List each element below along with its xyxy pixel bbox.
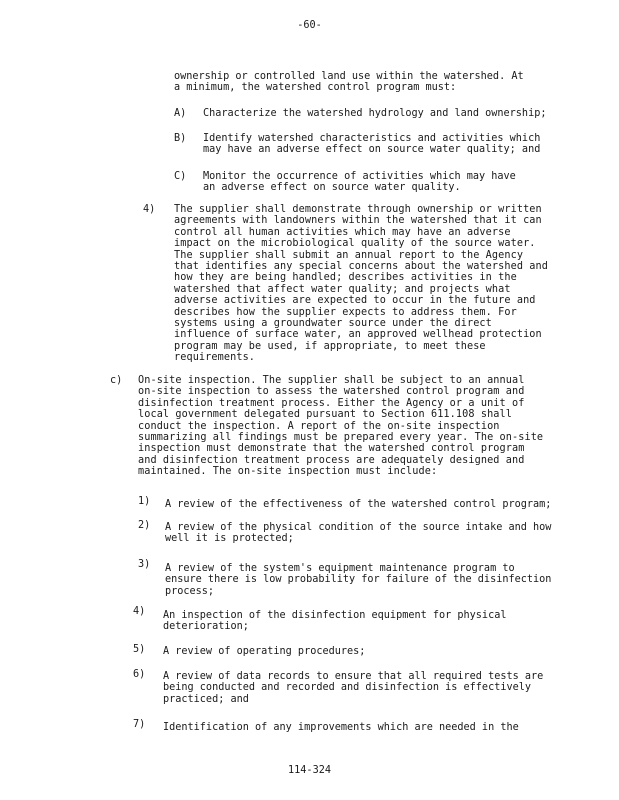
subitem-a-marker: A) — [174, 108, 187, 119]
list-item-4-marker: 4) — [133, 606, 146, 617]
subitem-b-marker: B) — [174, 133, 187, 144]
section-c-text: On-site inspection. The supplier shall be subject to an annual on-site inspection to assess the watershed control program and disinfection treatment process. Either the Agency or a unit of local government delegated pursuant to Section 611.108 shall conduct the inspection. A report of the on-site inspection summarizing all findings must be prepared every year. The on-site inspection must demonstrate that the watershed control program and disinfection treatment process are adequately designed and maintained. The on-site inspection must include: — [138, 375, 544, 478]
list-item-4-text: An inspection of the disinfection equipment for physical deterioration; — [163, 610, 507, 633]
page-code: 114-324 — [288, 765, 331, 776]
list-item-5-text: A review of operating procedures; — [163, 646, 366, 657]
list-item-3-marker: 3) — [138, 559, 151, 570]
item-4-text: The supplier shall demonstrate through ownership or written agreements with landowners within the watershed that it can control all human activities which may have an adverse impact on the microbiological quality of the source water. The supplier shall submit an annual report to the Agency that identifies any special concerns about the watershed and how they are being handled; describes activities in the watershed that affect water quality; and projects what adverse activities are expected to occur in the future and describes how the supplier expects to address them. For systems using a groundwater source under the direct influence of surface water, an approved wellhead protection program may be used, if appropriate, to meet these requirements. — [174, 204, 549, 364]
subitem-a-text: Characterize the watershed hydrology and land ownership; — [203, 108, 547, 119]
list-item-3-text: A review of the system's equipment maintenance program to ensure there is low probability for failure of the disinfection process; — [165, 563, 552, 597]
item-4-marker: 4) — [143, 204, 156, 215]
list-item-1-text: A review of the effectiveness of the watershed control program; — [165, 499, 552, 510]
list-item-7-marker: 7) — [133, 719, 146, 730]
subitem-c-text: Monitor the occurrence of activities which may have an adverse effect on source water quality. — [203, 171, 516, 194]
list-item-7-text: Identification of any improvements which are needed in the — [163, 722, 519, 733]
list-item-6-text: A review of data records to ensure that all required tests are being conducted and recorded and disinfection is effectively practiced; and — [163, 671, 544, 705]
intro-paragraph: ownership or controlled land use within the watershed. At a minimum, the watershed control program must: — [174, 71, 524, 94]
subitem-b-text: Identify watershed characteristics and activities which may have an adverse effect on source water quality; and — [203, 133, 541, 156]
list-item-2-text: A review of the physical condition of the source intake and how well it is protected; — [165, 522, 552, 545]
list-item-6-marker: 6) — [133, 669, 146, 680]
page-number: -60- — [297, 20, 322, 31]
list-item-1-marker: 1) — [138, 496, 151, 507]
list-item-5-marker: 5) — [133, 644, 146, 655]
section-c-marker: c) — [110, 375, 123, 386]
subitem-c-marker: C) — [174, 171, 187, 182]
list-item-2-marker: 2) — [138, 520, 151, 531]
